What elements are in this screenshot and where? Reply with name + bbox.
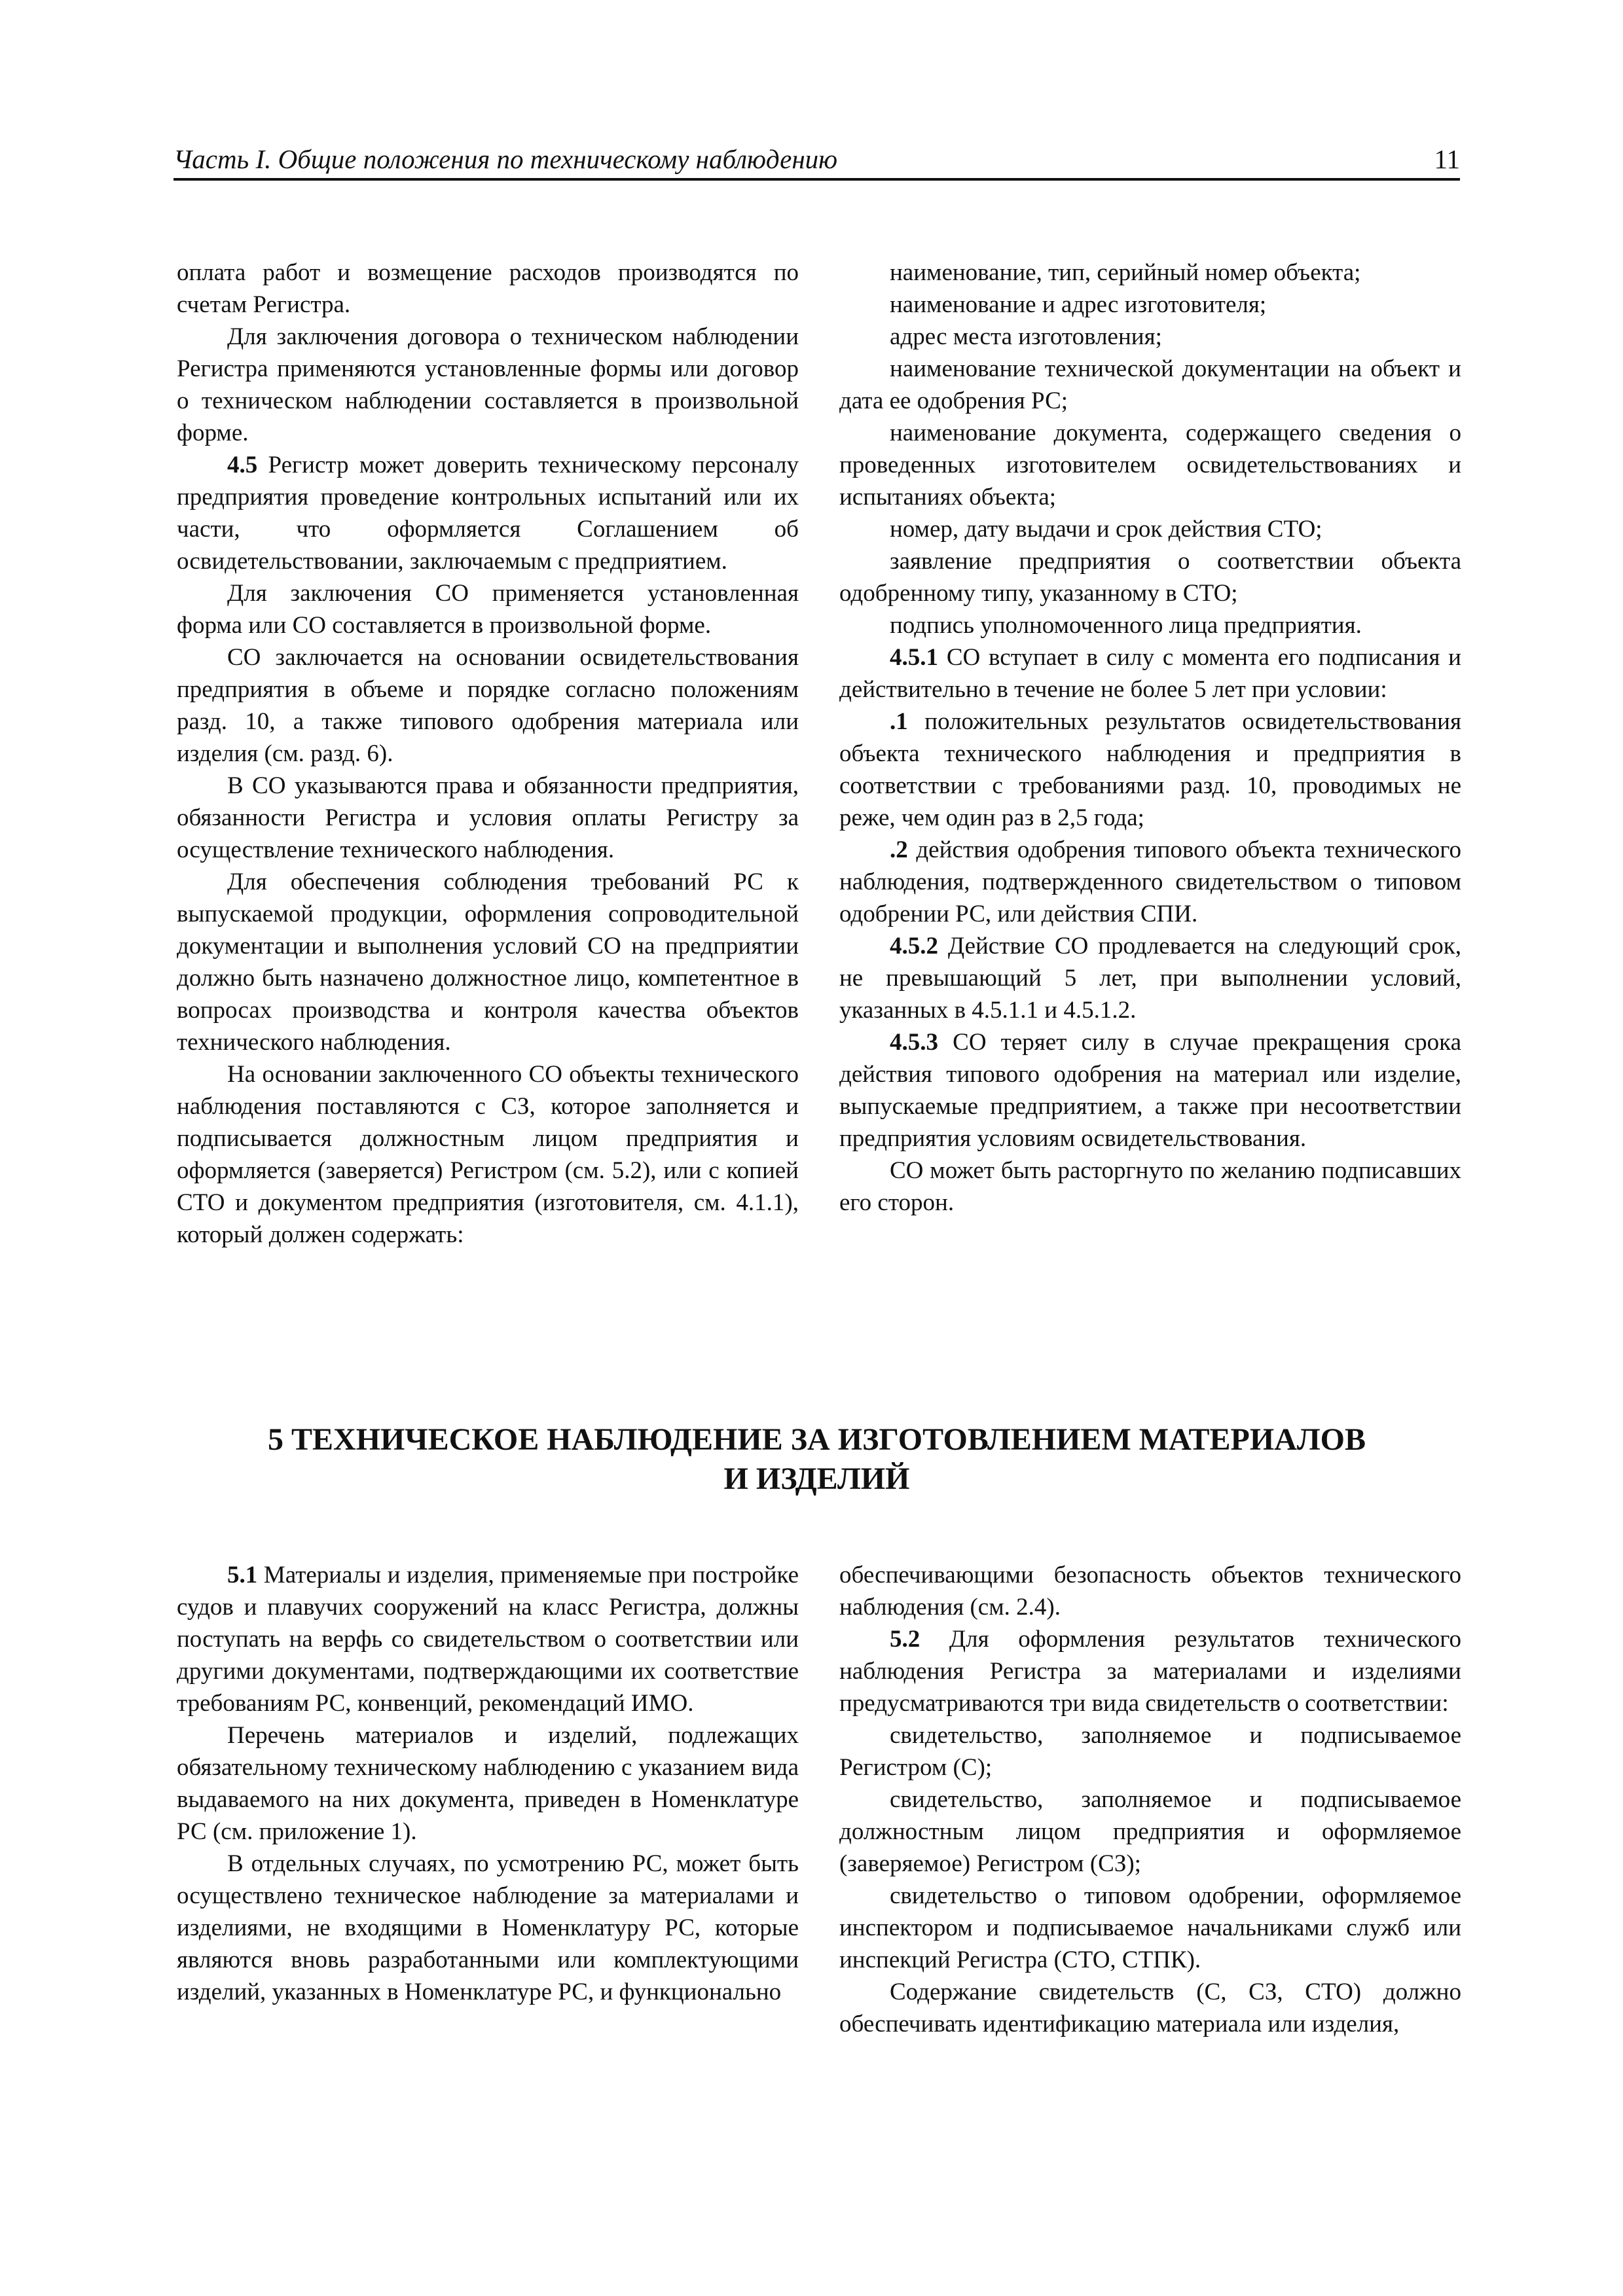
clause-number: 4.5.3 xyxy=(890,1029,938,1056)
paragraph-text: наименование, тип, серийный номер объекта; xyxy=(890,259,1361,286)
paragraph xyxy=(839,641,1461,706)
paragraph-text: Для заключения СО применяется установленная форма или СО составляется в произвольной форме. xyxy=(177,580,799,639)
paragraph-text: номер, дату выдачи и срок действия СТО; xyxy=(890,516,1322,543)
paragraph-text: СО заключается на основании освидетельствования предприятия в объеме и порядке согласно положениям разд. 10, а также типового одобрения материала или изделия (см. разд. 6). xyxy=(177,644,799,767)
paragraph xyxy=(839,545,1461,609)
paragraph xyxy=(177,1848,799,2008)
paragraph xyxy=(839,1623,1461,1719)
paragraph xyxy=(839,1155,1461,1219)
paragraph-text: Для обеспечения соблюдения требований РС к выпускаемой продукции, оформления сопроводительной документации и выполнения условий СО на предприятии должно быть назначено должностное лицо, компетентное в вопросах производства и контроля качества объектов технического наблюдения. xyxy=(177,869,799,1056)
paragraph-text: На основании заключенного СО объекты технического наблюдения поставляются с СЗ, которое заполняется и подписывается должностным лицом предприятия и оформляется (заверяется) Регистром (см. 5.2), или с копией СТО и документом предприятия (изготовителя, см. 4.1.1), который должен содержать: xyxy=(177,1061,799,1248)
paragraph xyxy=(839,1559,1461,1623)
paragraph xyxy=(839,321,1461,353)
header-title: Часть I. Общие положения по техническому наблюдению xyxy=(173,144,838,174)
section-heading xyxy=(173,1420,1460,1499)
paragraph-text: СО может быть расторгнуто по желанию подписавших его сторон. xyxy=(839,1157,1461,1216)
paragraph-text: адрес места изготовления; xyxy=(890,323,1162,350)
paragraph-text: Регистр может доверить техническому персоналу предприятия проведение контрольных испытаний или их части, что оформляется Соглашением об освидетельствовании, заключаемым с предприятием. xyxy=(177,452,799,575)
header-rule xyxy=(173,178,1460,181)
paragraph-text: свидетельство о типовом одобрении, оформляемое инспектором и подписываемое начальниками служб или инспекций Регистра (СТО, СТПК). xyxy=(839,1882,1461,1973)
paragraph-text: Действие СО продлевается на следующий срок, не превышающий 5 лет, при выполнении условий, указанных в 4.5.1.1 и 4.5.1.2. xyxy=(839,933,1461,1024)
paragraph-text: Для оформления результатов технического наблюдения Регистра за материалами и изделиями предусматриваются три вида свидетельств о соответствии: xyxy=(839,1626,1461,1717)
paragraph xyxy=(177,641,799,770)
top-right-column xyxy=(839,257,1461,1219)
paragraph-text: заявление предприятия о соответствии объекта одобренному типу, указанному в СТО; xyxy=(839,548,1461,607)
paragraph-text: СО теряет силу в случае прекращения срока действия типового одобрения на материал или изделие, выпускаемые предприятием, а также при несоответствии предприятия условиям освидетельствования. xyxy=(839,1029,1461,1152)
paragraph-text: свидетельство, заполняемое и подписываемое Регистром (С); xyxy=(839,1722,1461,1781)
paragraph xyxy=(839,930,1461,1026)
paragraph-text: подпись уполномоченного лица предприятия. xyxy=(890,612,1362,639)
paragraph xyxy=(839,1784,1461,1880)
page-number: 11 xyxy=(1434,144,1460,174)
paragraph xyxy=(177,257,799,321)
clause-number: 5.2 xyxy=(890,1626,921,1653)
clause-number: .1 xyxy=(890,708,908,735)
paragraph xyxy=(177,770,799,866)
clause-number: 4.5.1 xyxy=(890,644,938,671)
top-left-column xyxy=(177,257,799,1251)
section-heading-line-1: 5 ТЕХНИЧЕСКОЕ НАБЛЮДЕНИЕ ЗА ИЗГОТОВЛЕНИЕМ МАТЕРИАЛОВ xyxy=(268,1422,1366,1457)
paragraph-text: наименование документа, содержащего сведения о проведенных изготовителем освидетельствованиях и испытаниях объекта; xyxy=(839,420,1461,511)
running-header xyxy=(173,143,1460,175)
paragraph xyxy=(839,289,1461,321)
section-heading-line-2: И ИЗДЕЛИЙ xyxy=(723,1462,910,1496)
bottom-right-column xyxy=(839,1559,1461,2040)
paragraph-text: СО вступает в силу с момента его подписания и действительно в течение не более 5 лет при условии: xyxy=(839,644,1461,703)
paragraph xyxy=(177,449,799,577)
paragraph-text: действия одобрения типового объекта технического наблюдения, подтвержденного свидетельством о типовом одобрении РС, или действия СПИ. xyxy=(839,836,1461,927)
paragraph xyxy=(839,1976,1461,2040)
bottom-left-column xyxy=(177,1559,799,2008)
paragraph-text: оплата работ и возмещение расходов производятся по счетам Регистра. xyxy=(177,259,799,318)
clause-number: 4.5.2 xyxy=(890,933,938,960)
clause-number: 5.1 xyxy=(227,1562,258,1588)
paragraph xyxy=(839,609,1461,641)
paragraph xyxy=(839,353,1461,417)
paragraph xyxy=(177,321,799,449)
paragraph xyxy=(177,1719,799,1848)
paragraph-text: Перечень материалов и изделий, подлежащих обязательному техническому наблюдению с указанием вида выдаваемого на них документа, приведен в Номенклатуре РС (см. приложение 1). xyxy=(177,1722,799,1845)
paragraph xyxy=(839,1880,1461,1976)
paragraph-text: Материалы и изделия, применяемые при постройке судов и плавучих сооружений на класс Регистра, должны поступать на верфь со свидетельством о соответствии или другими документами, подтверждающими их соответствие требованиям РС, конвенций, рекомендаций ИМО. xyxy=(177,1562,799,1717)
paragraph-text: В СО указываются права и обязанности предприятия, обязанности Регистра и условия оплаты Регистру за осуществление технического наблюдения. xyxy=(177,772,799,863)
paragraph xyxy=(177,1058,799,1251)
paragraph-text: наименование и адрес изготовителя; xyxy=(890,291,1267,318)
paragraph xyxy=(839,417,1461,513)
paragraph xyxy=(839,1026,1461,1155)
paragraph-text: Содержание свидетельств (С, СЗ, СТО) должно обеспечивать идентификацию материала или изделия, xyxy=(839,1979,1461,2037)
paragraph-text: положительных результатов освидетельствования объекта технического наблюдения и предприятия в соответствии с требованиями разд. 10, проводимых не реже, чем один раз в 2,5 года; xyxy=(839,708,1461,831)
paragraph-text: Для заключения договора о техническом наблюдении Регистра применяются установленные формы или договор о техническом наблюдении составляется в произвольной форме. xyxy=(177,323,799,446)
paragraph xyxy=(839,1719,1461,1784)
paragraph xyxy=(839,706,1461,834)
paragraph-text: свидетельство, заполняемое и подписываемое должностным лицом предприятия и оформляемое (заверяемое) Регистром (СЗ); xyxy=(839,1786,1461,1877)
paragraph xyxy=(839,257,1461,289)
paragraph-text: обеспечивающими безопасность объектов технического наблюдения (см. 2.4). xyxy=(839,1562,1461,1621)
paragraph xyxy=(839,513,1461,545)
paragraph-text: наименование технической документации на объект и дата ее одобрения РС; xyxy=(839,355,1461,414)
clause-number: 4.5 xyxy=(227,452,258,478)
clause-number: .2 xyxy=(890,836,908,863)
paragraph-text: В отдельных случаях, по усмотрению РС, может быть осуществлено техническое наблюдение за материалами и изделиями, не входящими в Номенклатуру РС, которые являются вновь разработанными или комплектующими изделий, указанных в Номенклатуре РС, и функционально xyxy=(177,1850,799,2005)
paragraph xyxy=(839,834,1461,930)
paragraph xyxy=(177,1559,799,1719)
paragraph xyxy=(177,577,799,641)
paragraph xyxy=(177,866,799,1058)
